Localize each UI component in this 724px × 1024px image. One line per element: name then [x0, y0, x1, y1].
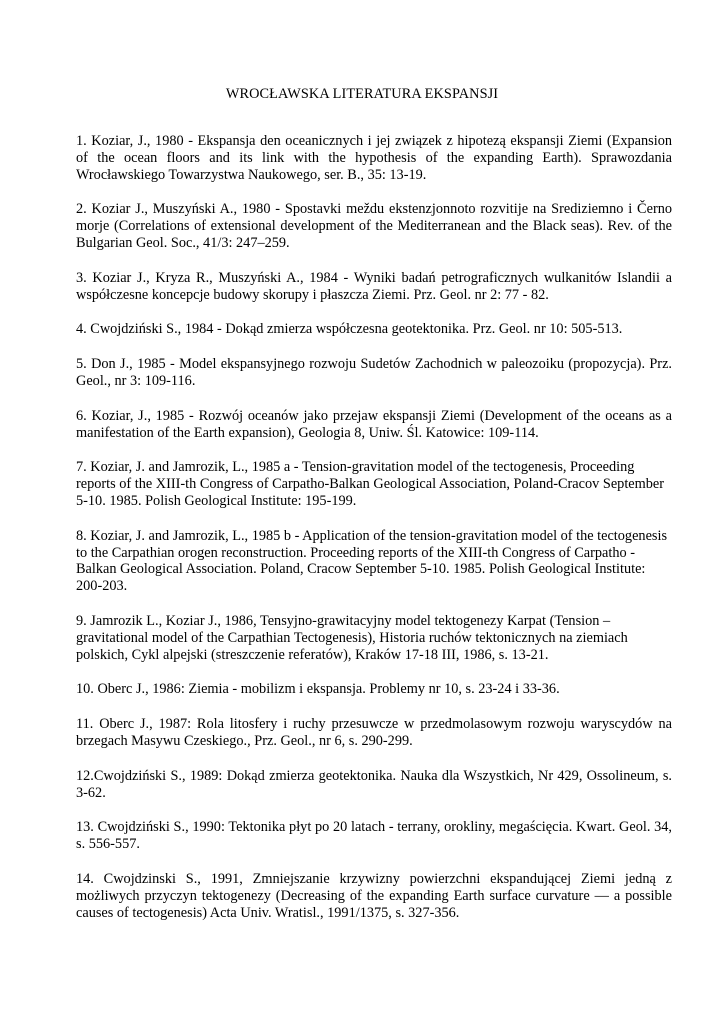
reference-item: 7. Koziar, J. and Jamrozik, L., 1985 a - Tension-gravitation model of the tectogenesis, Proceeding reports of the XIII-th Congress of Carpatho-Balkan Geological Association, Poland-Cracov September 5-10. 1985. Polish Geological Institute: 195-199. [76, 459, 665, 509]
reference-list [76, 133, 672, 939]
document-title: WROCŁAWSKA LITERATURA EKSPANSJI [225, 86, 499, 102]
reference-item: 4. Cwojdziński S., 1984 - Dokąd zmierza współczesna geotektonika. Prz. Geol. nr 10: 505-513. [76, 321, 623, 338]
reference-item: 1. Koziar, J., 1980 - Ekspansja den oceanicznych i jej związek z hipotezą ekspansji Ziemi (Expansion of the ocean floors and its link with the hypothesis of the expanding Earth). Sprawozdania Wrocławskiego Towarzystwa Naukowego, ser. B., 35: 13-19. [76, 133, 672, 183]
reference-item: 11. Oberc J., 1987: Rola litosfery i ruchy przesuwcze w przedmolasowym rozwoju waryscydów na brzegach Masywu Czeskiego., Prz. Geol., nr 6, s. 290-299. [76, 716, 672, 749]
reference-item: 8. Koziar, J. and Jamrozik, L., 1985 b - Application of the tension-gravitation model of the tectogenesis to the Carpathian orogen reconstruction. Proceeding reports of the XIII-th Congress of Carpatho - Balkan Geological Association. Poland, Cracow September 5-10. 1985. Polish Geological Institute: 200-203. [76, 527, 668, 595]
reference-item: 13. Cwojdziński S., 1990: Tektonika płyt po 20 latach - terrany, orokliny, megaścięcia. Kwart. Geol. 34, s. 556-557. [76, 819, 672, 853]
reference-item: 12.Cwojdziński S., 1989: Dokąd zmierza geotektonika. Nauka dla Wszystkich, Nr 429, Ossolineum, s. 3-62. [76, 767, 672, 801]
reference-item: 9. Jamrozik L., Koziar J., 1986, Tensyjno-grawitacyjny model tektogenezy Karpat (Tension – gravitational model of the Carpathian Tectogenesis), Historia ruchów tektonicznych na ziemiach polskich, Cykl alpejski (streszczenie referatów), Kraków 17-18 III, 1986, s. 13-21. [76, 612, 628, 663]
reference-item: 14. Cwojdzinski S., 1991, Zmniejszanie krzywizny powierzchni ekspandującej Ziemi jedną z możliwych przyczyn tektogenezy (Decreasing of the expanding Earth surface curvature — a possible causes of tectogenesis) Acta Univ. Wratisl., 1991/1375, s. 327-356. [76, 870, 672, 921]
reference-item: 6. Koziar, J., 1985 - Rozwój oceanów jako przejaw ekspansji Ziemi (Development of the oceans as a manifestation of the Earth expansion), Geologia 8, Uniw. Śl. Katowice: 109-114. [76, 407, 672, 441]
reference-item: 10. Oberc J., 1986: Ziemia - mobilizm i ekspansja. Problemy nr 10, s. 23-24 i 33-36. [76, 681, 560, 698]
reference-item: 2. Koziar J., Muszyński A., 1980 - Spostavki meždu ekstenzjonnoto rozvitije na Sredizіemno i Černo morje (Correlations of extensional development of the Mediterranean and the Black seas). Rev. of the Bulgarian Geol. Soc., 41/3: 247–259. [76, 201, 672, 251]
reference-item: 5. Don J., 1985 - Model ekspansyjnego rozwoju Sudetów Zachodnich w paleozoiku (propozycja). Prz. Geol., nr 3: 109-116. [76, 356, 672, 389]
reference-item: 3. Koziar J., Kryza R., Muszyński A., 1984 - Wyniki badań petrograficznych wulkanitów Islandii a współczesne koncepcje budowy skorupy i płaszcza Ziemi. Prz. Geol. nr 2: 77 - 82. [76, 269, 672, 303]
